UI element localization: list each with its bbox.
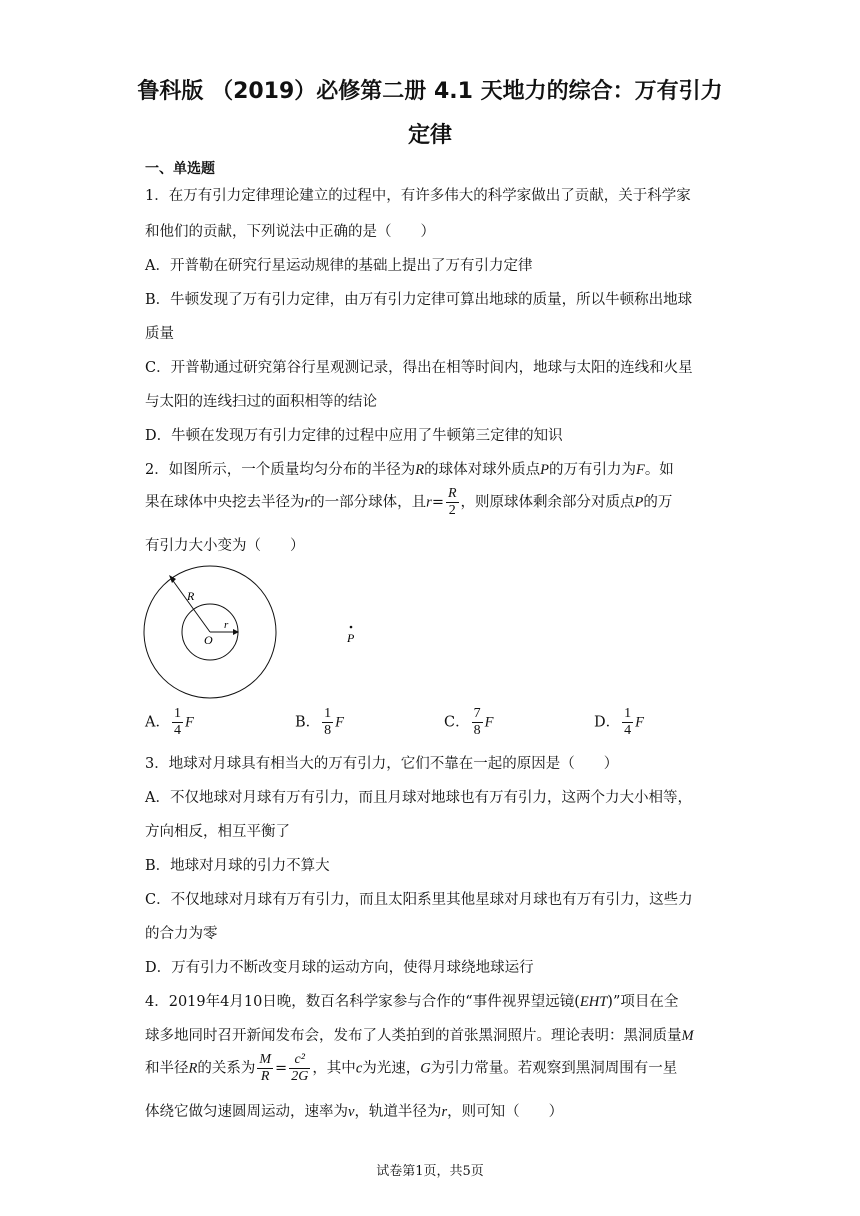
point-P xyxy=(350,626,353,629)
fraction xyxy=(322,706,333,739)
q3-stem: 3．地球对月球具有相当大的万有引力，它们不靠在一起的原因是（ ） xyxy=(145,756,619,772)
text: 2．如图所示，一个质量均匀分布的半径为 xyxy=(145,462,416,478)
q4-stem-line-4 xyxy=(145,1100,563,1121)
text: 为光速， xyxy=(362,1060,421,1077)
text: 和半径 xyxy=(145,1060,189,1077)
denominator: 2G xyxy=(291,1069,309,1084)
q3-option-c-line-2: 的合力为零 xyxy=(145,926,218,942)
q1-option-c-line-2: 与太阳的连线扫过的面积相等的结论 xyxy=(145,394,377,410)
var-G: G xyxy=(420,1060,431,1077)
text: 体绕它做匀速圆周运动，速率为 xyxy=(145,1104,348,1120)
var-M: M xyxy=(681,1028,694,1044)
var-EHT: EHT xyxy=(579,994,608,1010)
q4-stem-line-3 xyxy=(145,1052,677,1085)
q2-option-a xyxy=(145,706,194,739)
q2-option-b xyxy=(295,706,344,739)
text: 的万 xyxy=(643,494,673,511)
denominator: 2 xyxy=(448,503,456,518)
q1-stem-line-2: 和他们的贡献，下列说法中正确的是（ ） xyxy=(145,224,435,240)
label-r: r xyxy=(224,619,229,631)
section-heading: 一、单选题 xyxy=(145,161,215,177)
q1-option-b-line-2: 质量 xyxy=(145,326,174,342)
q2-stem-line-1 xyxy=(145,458,674,479)
page-footer: 试卷第1页，共5页 xyxy=(376,1164,484,1179)
numerator: 1 xyxy=(173,706,181,721)
var-v: v xyxy=(348,1104,355,1120)
text: 的一部分球体，且 xyxy=(310,494,427,511)
q1-option-b-line-1: B．牛顿发现了万有引力定律，由万有引力定律可算出地球的质量，所以牛顿称出地球 xyxy=(145,292,693,308)
q3-option-d: D．万有引力不断改变月球的运动方向，使得月球绕地球运行 xyxy=(145,960,534,976)
q2-stem-line-3: 有引力大小变为（ ） xyxy=(145,538,305,554)
numerator: c² xyxy=(289,1052,310,1069)
text: 为引力常量。若观察到黑洞周围有一星 xyxy=(430,1060,678,1077)
q1-option-c-line-1: C．开普勒通过研究第谷行星观测记录，得出在相等时间内，地球与太阳的连线和火星 xyxy=(145,360,693,376)
text: 的球体对球外质点 xyxy=(424,462,541,478)
var-r: r xyxy=(304,494,311,511)
q3-option-c-line-1: C．不仅地球对月球有万有引力，而且太阳系里其他星球对月球也有万有引力，这些力 xyxy=(145,892,693,908)
text: 球多地同时召开新闻发布会，发布了人类拍到的首张黑洞照片。理论表明：黑洞质量 xyxy=(145,1028,682,1044)
numerator: 1 xyxy=(324,706,332,721)
numerator: 7 xyxy=(473,706,481,721)
sphere-diagram xyxy=(140,562,380,702)
denominator: 8 xyxy=(324,723,332,738)
text: 的万有引力为 xyxy=(548,462,636,478)
numerator: R xyxy=(447,486,457,501)
title-line-2: 定律 xyxy=(407,123,452,148)
q4-stem-line-2 xyxy=(145,1024,694,1045)
var-R: R xyxy=(188,1060,198,1077)
text: ，则原球体剩余部分对质点 xyxy=(460,494,635,511)
var-F: F xyxy=(335,714,345,731)
fraction-c2-over-2G xyxy=(289,1052,310,1085)
q3-option-a-line-1: A．不仅地球对月球有万有引力，而且月球对地球也有万有引力，这两个力大小相等， xyxy=(145,790,692,806)
text: 的关系为 xyxy=(197,1060,256,1077)
q3-option-b: B．地球对月球的引力不算大 xyxy=(145,858,330,874)
numerator: M xyxy=(259,1052,272,1067)
fraction-R-over-2 xyxy=(446,486,459,519)
label-R: R xyxy=(187,589,195,603)
var-F: F xyxy=(184,714,194,731)
var-P: P xyxy=(540,462,549,478)
q1-option-a: A．开普勒在研究行星运动规律的基础上提出了万有引力定律 xyxy=(145,258,533,274)
q2-option-d xyxy=(594,706,644,739)
var-r: r xyxy=(426,494,432,511)
option-label: C． xyxy=(444,714,470,731)
q2-option-c xyxy=(444,706,493,739)
fraction xyxy=(472,706,483,739)
text: ，轨道半径为 xyxy=(354,1104,442,1120)
denominator: R xyxy=(260,1069,270,1084)
q1-option-d: D．牛顿在发现万有引力定律的过程中应用了牛顿第三定律的知识 xyxy=(145,428,563,444)
fraction xyxy=(622,706,633,739)
text: ，其中 xyxy=(312,1060,356,1077)
text: 。如 xyxy=(644,462,674,478)
denominator: 8 xyxy=(473,723,481,738)
var-F: F xyxy=(484,714,494,731)
text: ，则可知（ ） xyxy=(447,1104,564,1120)
var-F: F xyxy=(635,714,644,731)
label-P: P xyxy=(347,631,355,645)
var-F: F xyxy=(635,462,645,478)
option-label: B． xyxy=(295,714,321,731)
var-r: r xyxy=(441,1104,448,1120)
denominator: 4 xyxy=(173,723,181,738)
title-line-1: 鲁科版 （2019）必修第二册 4.1 天地力的综合：万有引力 xyxy=(137,79,723,104)
text: )”项目在全 xyxy=(607,994,679,1010)
var-P: P xyxy=(634,494,644,511)
var-R: R xyxy=(415,462,425,478)
q2-stem-line-2 xyxy=(145,486,672,519)
q3-option-a-line-2: 方向相反，相互平衡了 xyxy=(145,824,290,840)
fraction-M-over-R xyxy=(257,1052,273,1085)
denominator: 4 xyxy=(624,723,632,738)
q1-stem-line-1: 1．在万有引力定律理论建立的过程中，有许多伟大的科学家做出了贡献，关于科学家 xyxy=(145,188,691,204)
label-O: O xyxy=(204,633,213,647)
q4-stem-line-1 xyxy=(145,990,678,1011)
numerator: 1 xyxy=(624,706,632,721)
var-c: c xyxy=(355,1060,363,1077)
text: 果在球体中央挖去半径为 xyxy=(145,494,305,511)
text: 4．2019年4月10日晚，数百名科学家参与合作的“事件视界望远镜( xyxy=(145,994,580,1010)
equals-sign: = xyxy=(275,1060,288,1077)
option-label: D． xyxy=(594,714,621,731)
fraction xyxy=(172,706,183,739)
equals-sign: = xyxy=(431,494,444,511)
option-label: A． xyxy=(145,714,170,731)
